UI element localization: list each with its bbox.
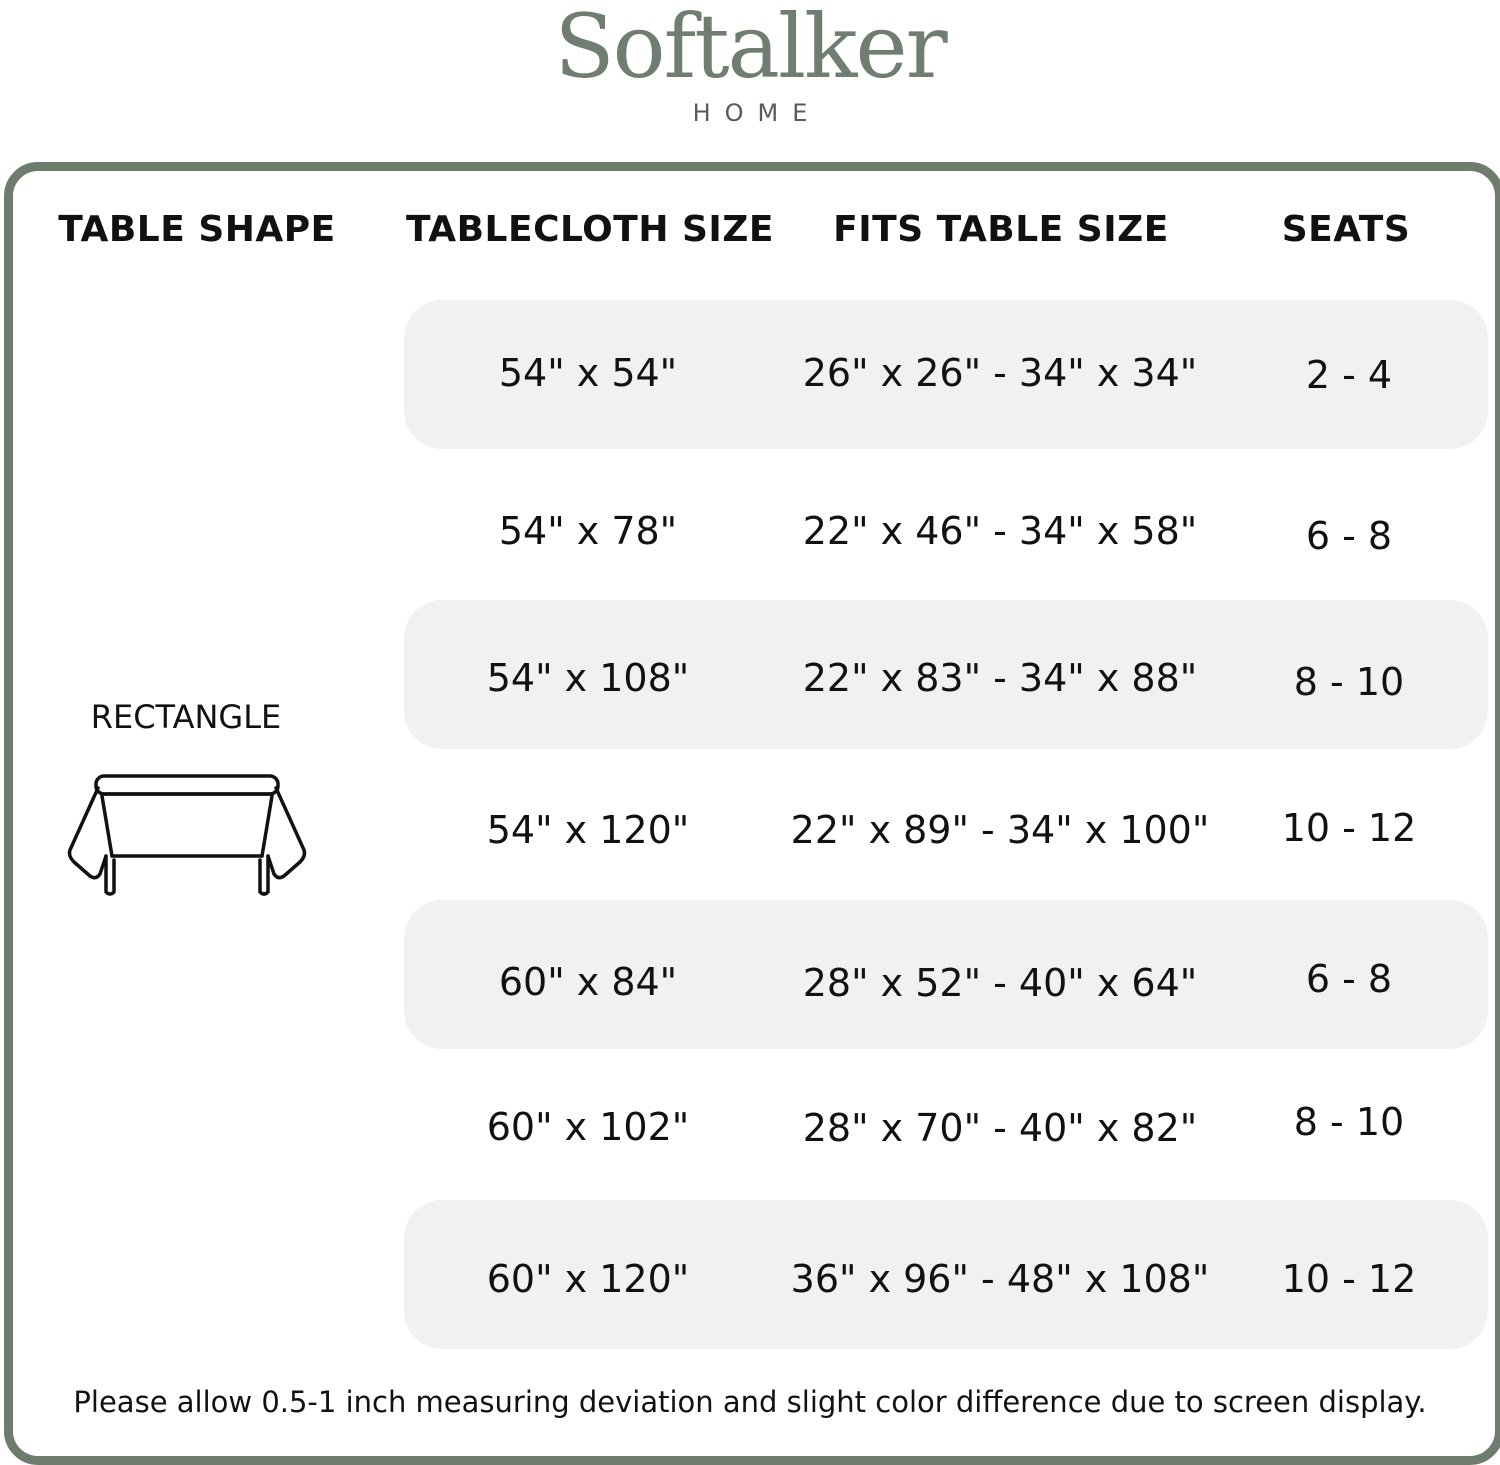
seats-cell: 10 - 12 — [1281, 806, 1417, 850]
tablecloth-size-cell: 54" x 120" — [486, 808, 690, 852]
fits-table-size-cell: 22" x 83" - 34" x 88" — [802, 656, 1198, 700]
brand-logo: Softalker — [554, 0, 946, 98]
seats-cell: 6 - 8 — [1305, 957, 1393, 1001]
fits-table-size-cell: 22" x 46" - 34" x 58" — [802, 509, 1198, 553]
fits-table-size-cell: 22" x 89" - 34" x 100" — [790, 808, 1210, 852]
disclaimer-note: Please allow 0.5-1 inch measuring deviation and slight color difference due to screen display. — [73, 1385, 1427, 1419]
tablecloth-size-cell: 54" x 108" — [486, 656, 690, 700]
tablecloth-size-cell: 60" x 84" — [498, 960, 678, 1004]
fits-table-size-cell: 28" x 70" - 40" x 82" — [802, 1106, 1198, 1150]
tablecloth-size-cell: 60" x 120" — [486, 1257, 690, 1301]
seats-cell: 8 - 10 — [1293, 1100, 1405, 1144]
header-tablecloth-size: TABLECLOTH SIZE — [405, 209, 774, 250]
seats-cell: 10 - 12 — [1281, 1257, 1417, 1301]
tablecloth-size-cell: 54" x 78" — [498, 509, 678, 553]
fits-table-size-cell: 36" x 96" - 48" x 108" — [790, 1257, 1210, 1301]
brand-subtitle: HOME — [692, 99, 822, 127]
tablecloth-size-cell: 60" x 102" — [486, 1105, 690, 1149]
seats-cell: 2 - 4 — [1305, 353, 1393, 397]
table-shape-label: RECTANGLE — [90, 698, 282, 736]
fits-table-size-cell: 26" x 26" - 34" x 34" — [802, 351, 1198, 395]
header-seats: SEATS — [1281, 209, 1411, 250]
fits-table-size-cell: 28" x 52" - 40" x 64" — [802, 961, 1198, 1005]
header-table-shape: TABLE SHAPE — [58, 209, 336, 250]
header-fits-table-size: FITS TABLE SIZE — [833, 209, 1169, 250]
seats-cell: 6 - 8 — [1305, 514, 1393, 558]
rectangle-table-icon — [66, 772, 310, 898]
seats-cell: 8 - 10 — [1293, 660, 1405, 704]
brand-header — [0, 0, 1500, 150]
tablecloth-size-cell: 54" x 54" — [498, 351, 678, 395]
